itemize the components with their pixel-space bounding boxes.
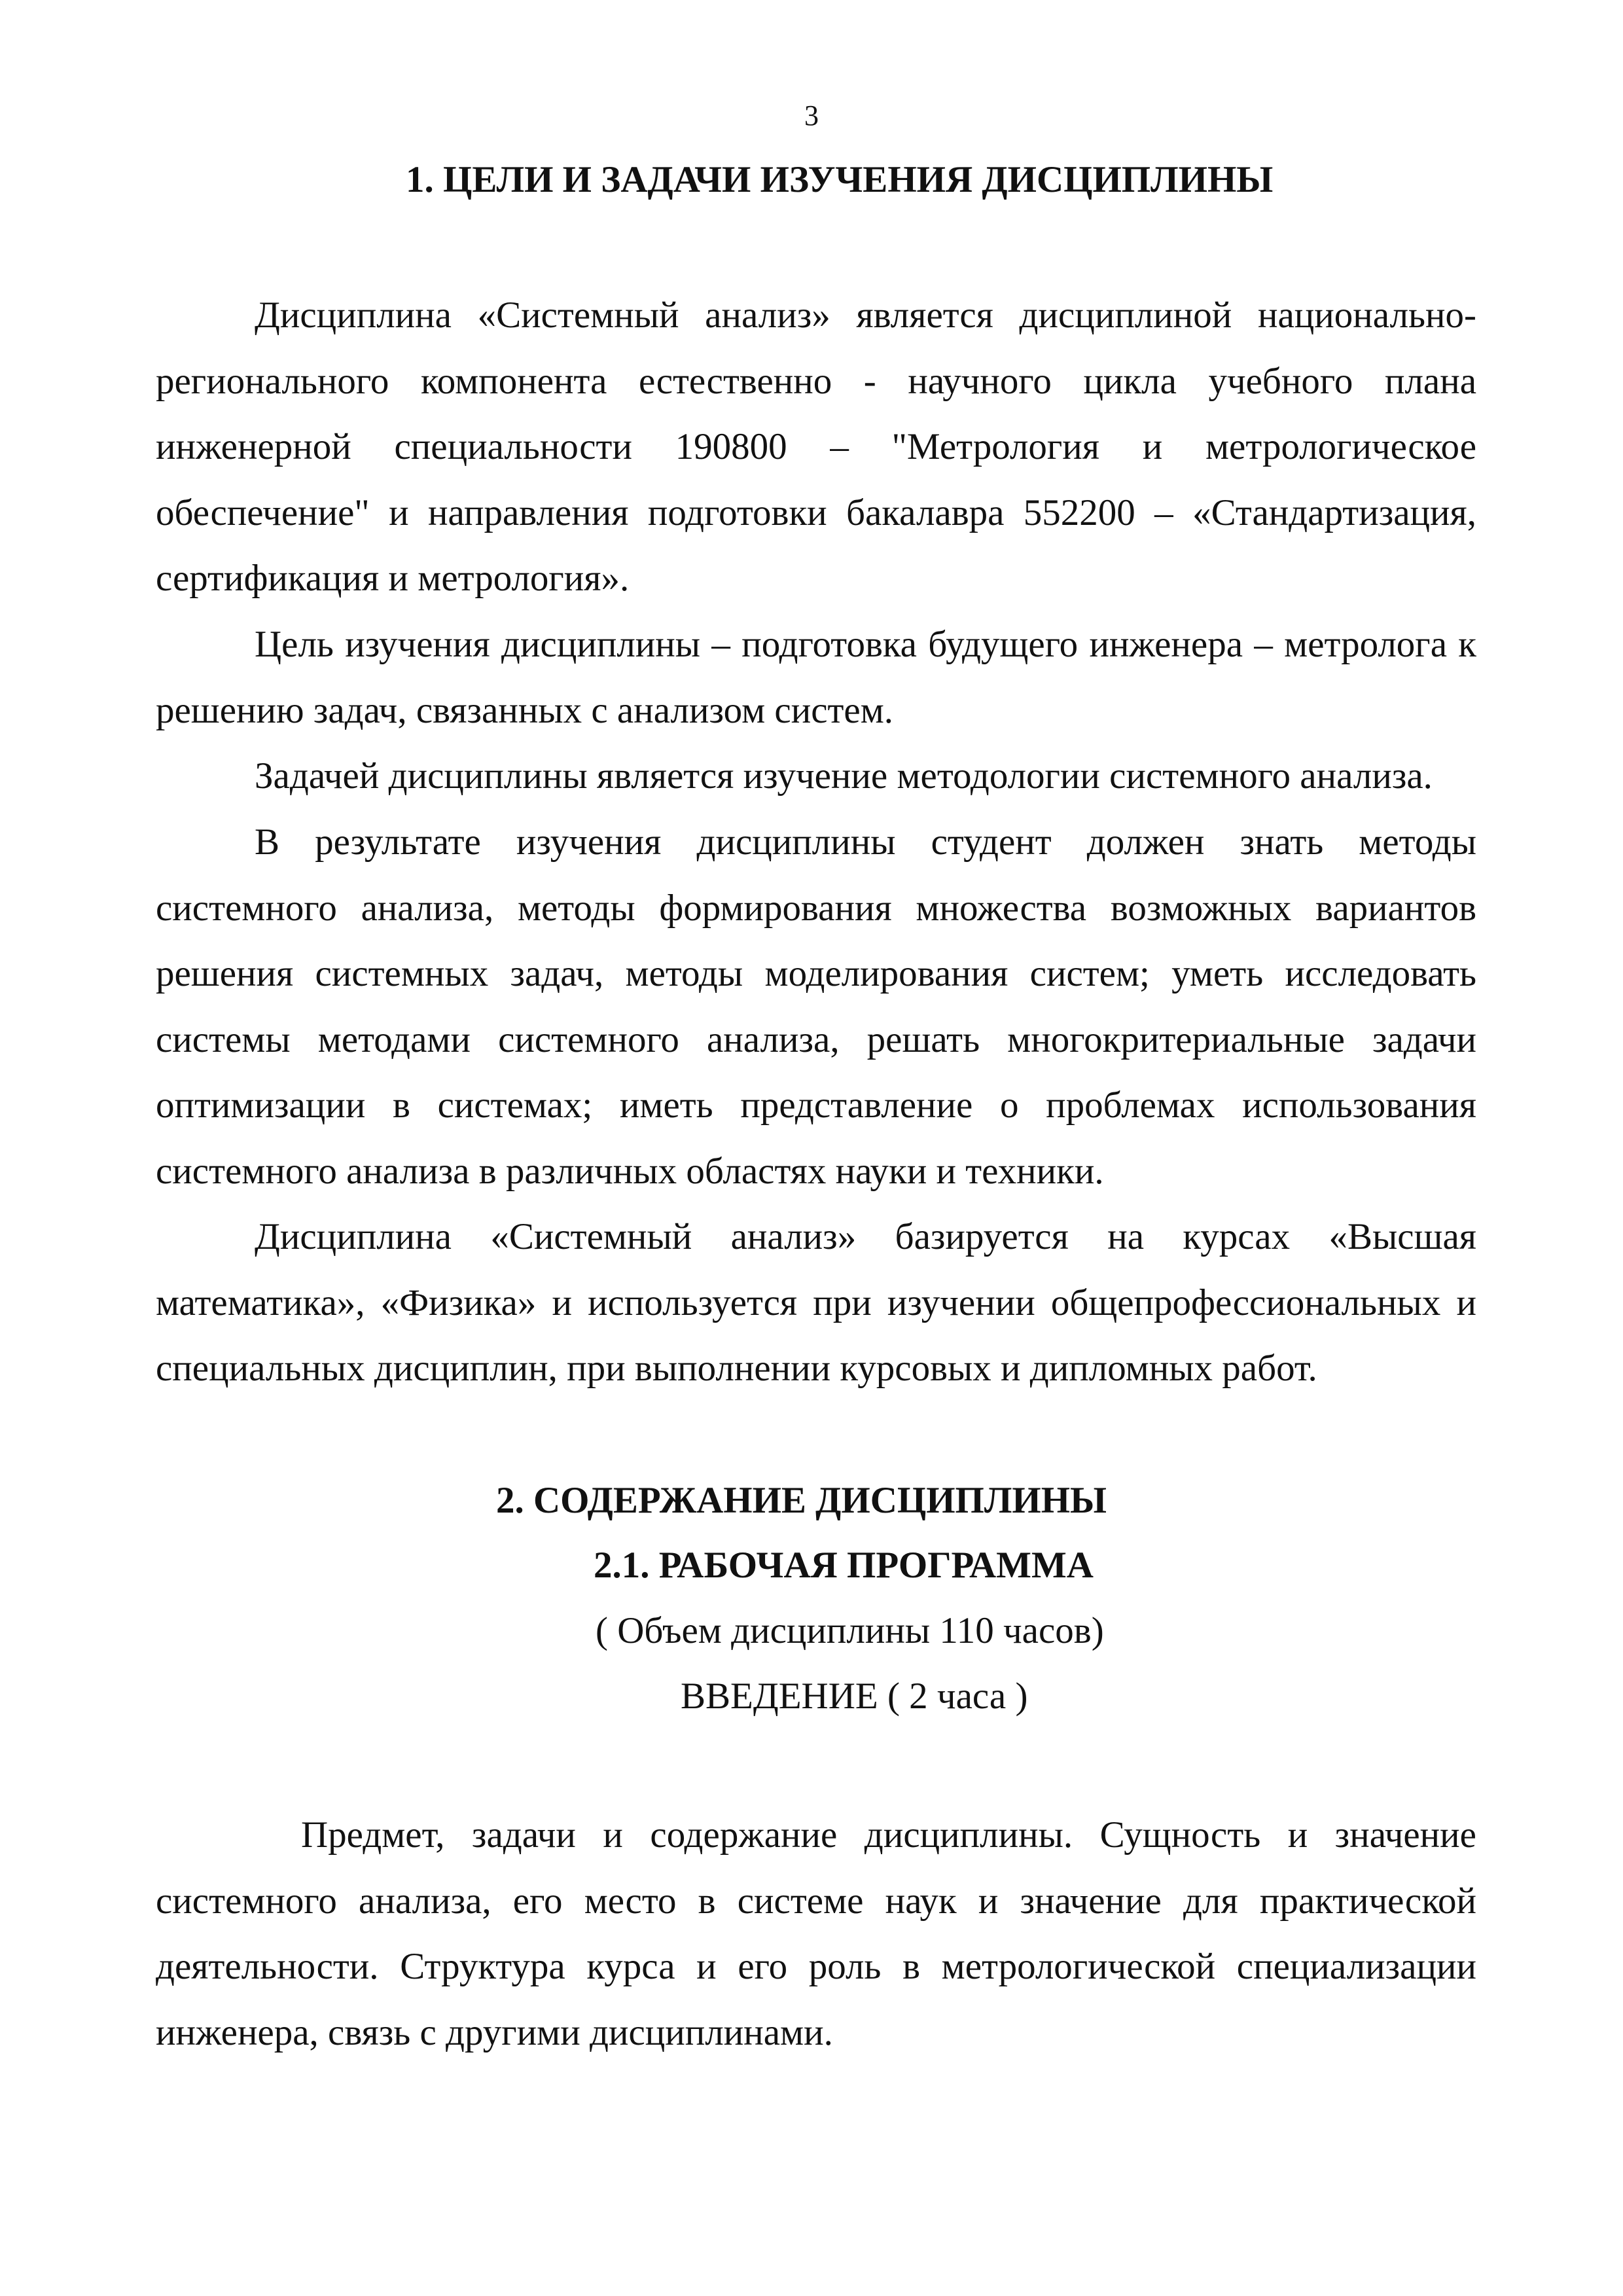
page-number: 3 bbox=[804, 99, 819, 132]
intro-heading: ВВЕДЕНИЕ ( 2 часа ) bbox=[681, 1676, 1028, 1717]
discipline-volume: ( Объем дисциплины 110 часов) bbox=[596, 1610, 1104, 1651]
paragraph-discipline-task: Задачей дисциплины является изучение методологии системного анализа. bbox=[255, 755, 1433, 797]
paragraph-study-results: В результате изучения дисциплины студент должен знать методы системного анализа, методы формирования множества возможных вариантов решения системных задач, методы моделирования систем; уметь исследовать системы методами системного анализа, решать многокритериальные задачи оптимизации в системах; иметь представление о проблемах использования системного анализа в различных областях науки и техники. bbox=[156, 821, 1476, 1192]
paragraph-discipline-description: Дисциплина «Системный анализ» является дисциплиной национально-регионального компонента естественно - научного цикла учебного плана инженерной специальности 190800 – "Метрология и метрологическое обеспечение" и направления подготовки бакалавра 552200 – «Стандартизация, сертификация и метрология». bbox=[156, 295, 1476, 599]
paragraph-introduction: Предмет, задачи и содержание дисциплины. Сущность и значение системного анализа, его место в системе наук и значение для практической деятельности. Структура курса и его роль в метрологической специализации инженера, связь с другими дисциплинами. bbox=[156, 1814, 1476, 2053]
paragraph-study-goal: Цель изучения дисциплины – подготовка будущего инженера – метролога к решению задач, связанных с анализом систем. bbox=[156, 624, 1476, 731]
paragraph-discipline-basis: Дисциплина «Системный анализ» базируется на курсах «Высшая математика», «Физика» и используется при изучении общепрофессиональных и специальных дисциплин, при выполнении курсовых и дипломных работ. bbox=[156, 1216, 1476, 1389]
section-1-title: 1. ЦЕЛИ И ЗАДАЧИ ИЗУЧЕНИЯ ДИСЦИПЛИНЫ bbox=[406, 159, 1274, 200]
section-2-1-subtitle: 2.1. РАБОЧАЯ ПРОГРАММА bbox=[594, 1545, 1094, 1586]
section-2-title: 2. СОДЕРЖАНИЕ ДИСЦИПЛИНЫ bbox=[496, 1480, 1107, 1521]
